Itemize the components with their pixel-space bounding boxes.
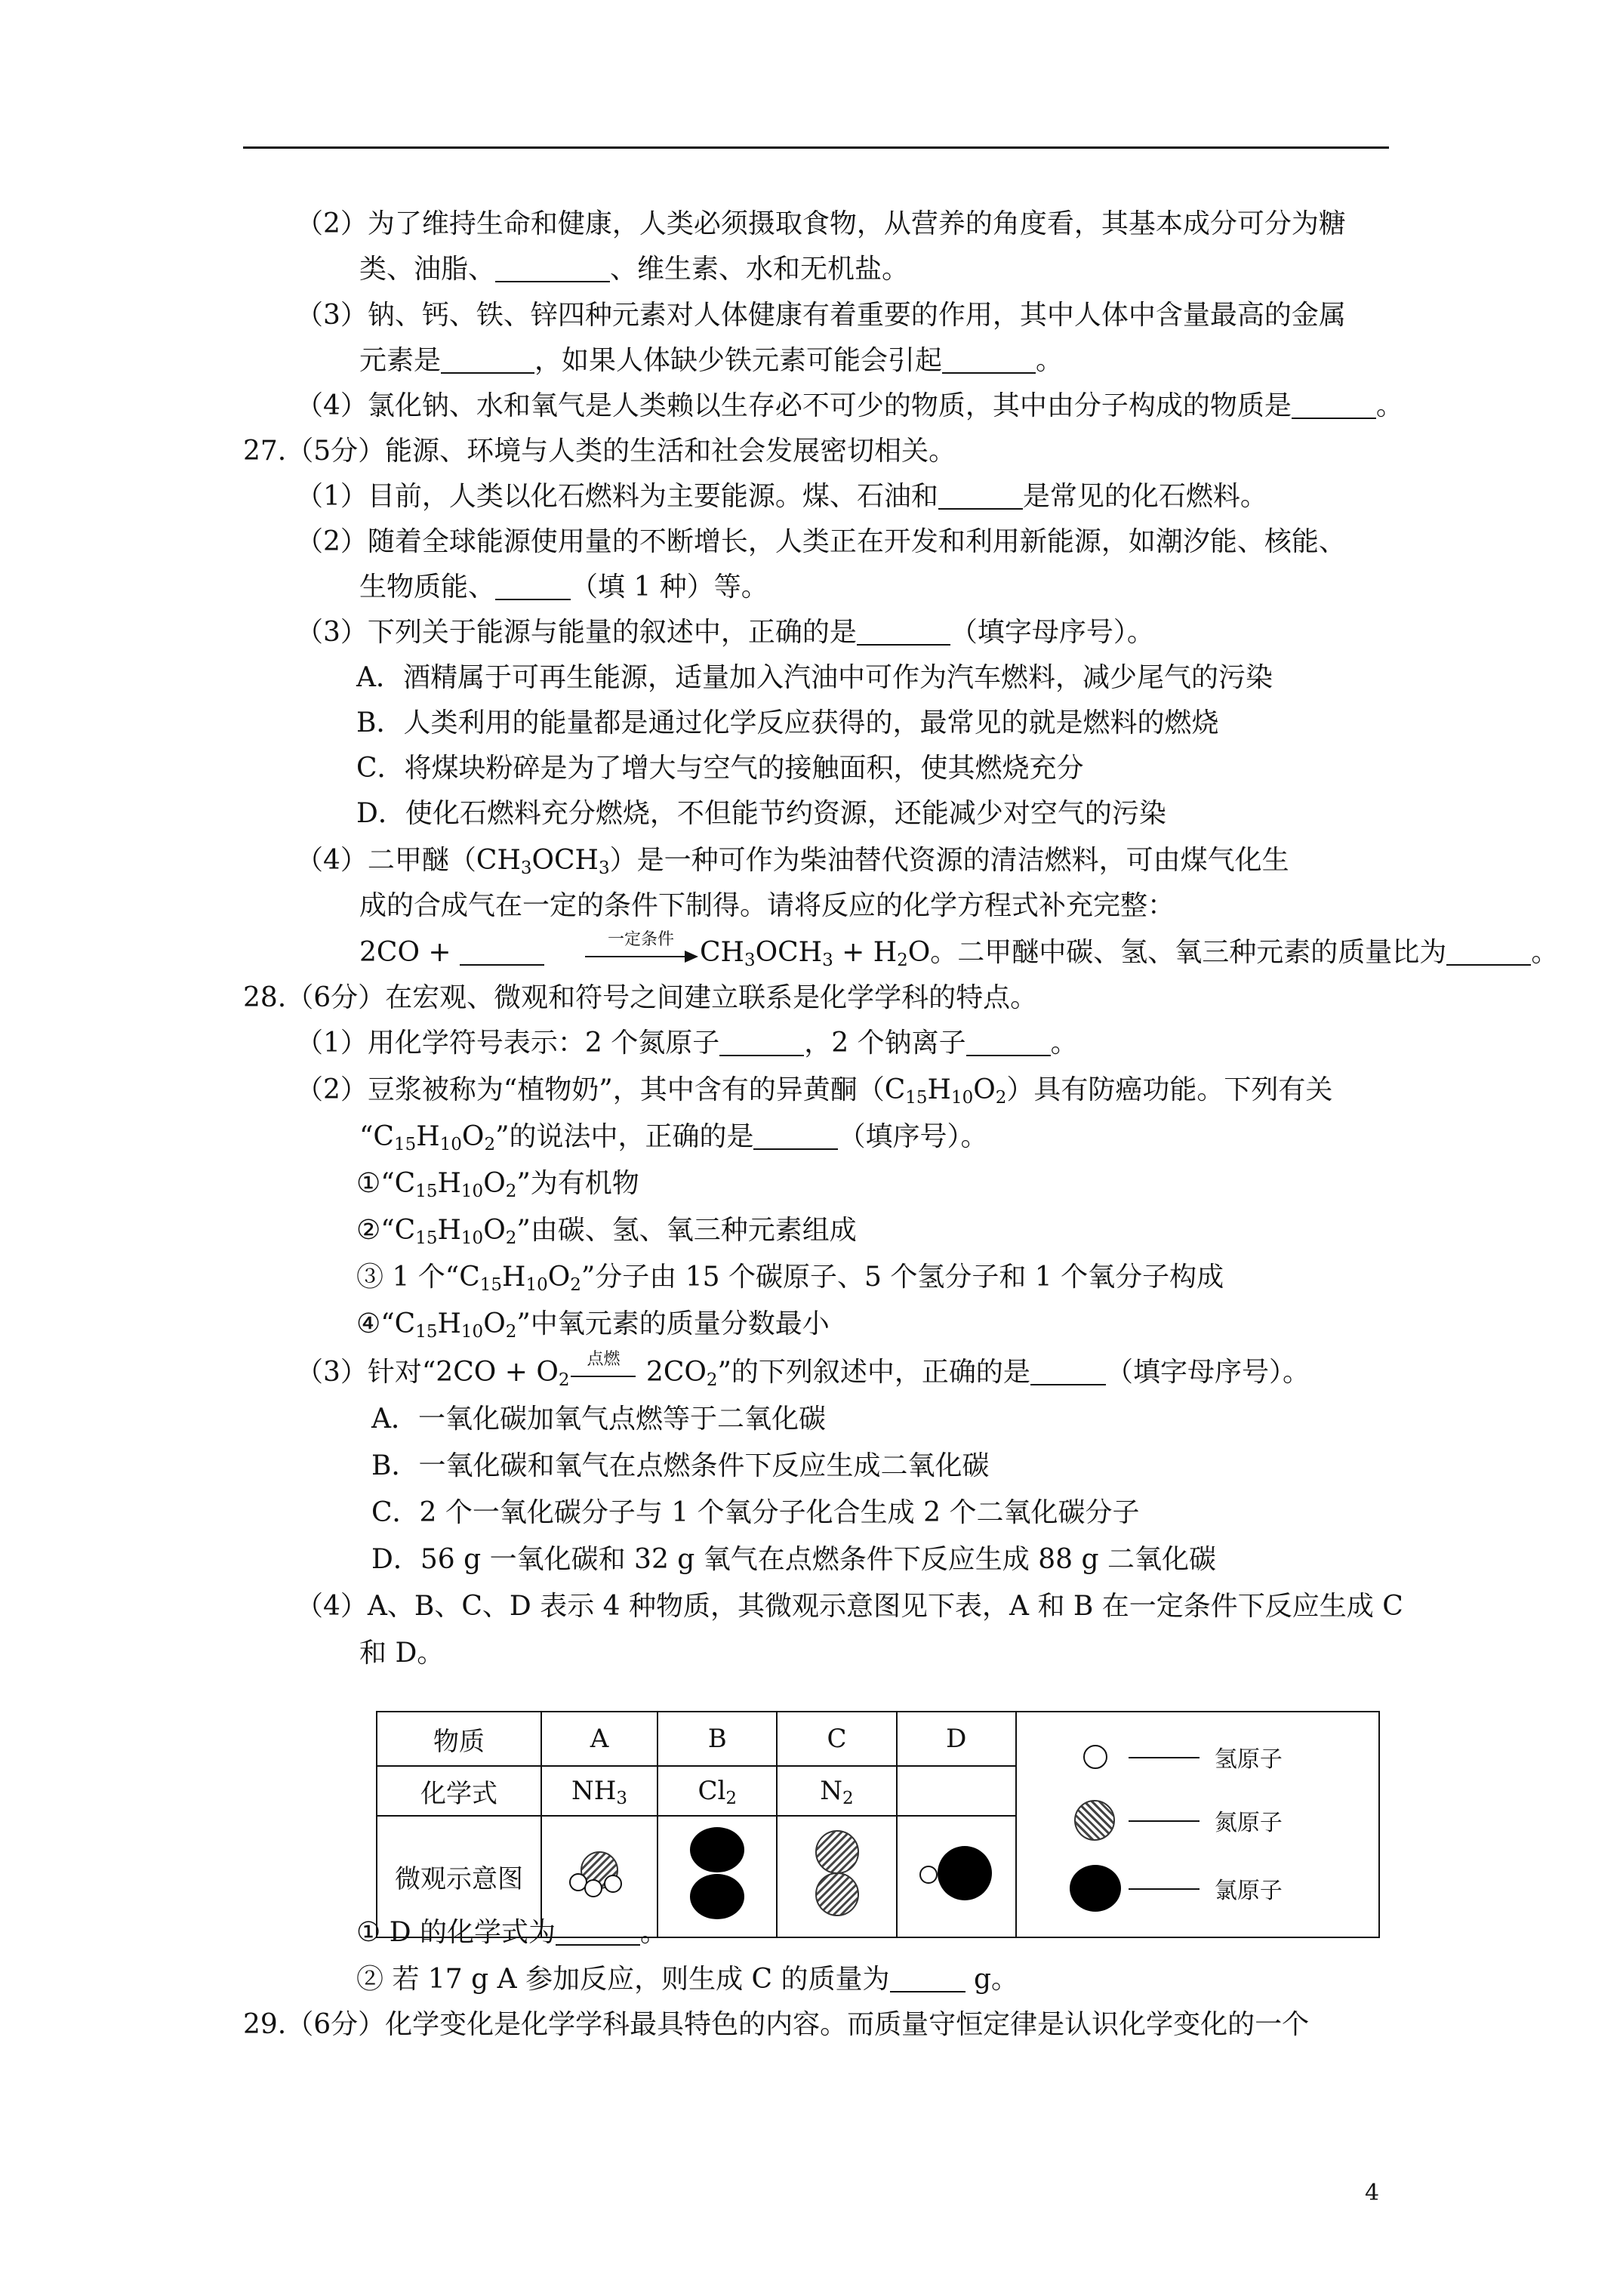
diagram-b (658, 1816, 777, 1937)
q29-stem: 29.（6分）化学变化是化学学科最具特色的内容。而质量守恒定律是认识化学变化的一个 (243, 2009, 1310, 2040)
q28-4-sub2: ② 若 17 g A 参加反应，则生成 C 的质量为 g。 (356, 1964, 1019, 1995)
answer-blank[interactable] (495, 254, 610, 282)
table-header-b: B (658, 1712, 777, 1766)
q27-3-option-d: D．使化石燃料充分燃烧，不但能节约资源，还能减少对空气的污染 (356, 798, 1166, 829)
q28-4-sub1: ① D 的化学式为 。 (356, 1917, 668, 1948)
answer-blank[interactable] (1292, 390, 1376, 419)
header-rule (243, 146, 1389, 149)
atom-legend (1016, 1712, 1379, 1937)
q27-4-equation: 2CO + 一定条件 $CH_3OCH_3 + H_2O$。二甲醚中碳、氢、氧三种元素的质量比为 。 (359, 930, 1559, 970)
q26-2-line1: （2）为了维持生命和健康，人类必须摄取食物，从营养的角度看，其基本成分可分为糖 (296, 208, 1346, 239)
formula-b: $Cl_2$ (658, 1766, 777, 1816)
legend-nitrogen: 氮原子 (1017, 1789, 1378, 1852)
table-row-diagram-label: 微观示意图 (377, 1816, 541, 1937)
q28-3-option-c: C．2 个一氧化碳分子与 1 个氧分子化合生成 2 个二氧化碳分子 (371, 1497, 1140, 1528)
answer-blank[interactable] (1030, 1357, 1106, 1385)
legend-chlorine: 氯原子 (1017, 1852, 1378, 1925)
q26-3-line1: （3）钠、钙、铁、锌四种元素对人体健康有着重要的作用，其中人体中含量最高的金属 (296, 300, 1346, 331)
table-header-d: D (897, 1712, 1016, 1766)
answer-blank[interactable] (719, 1028, 804, 1056)
q28-2-line2: “$C_{15}H_{10}O_2$”的说法中，正确的是 （填序号）。 (359, 1121, 988, 1154)
formula-c: $N_2$ (777, 1766, 896, 1816)
answer-blank[interactable] (495, 572, 571, 600)
formula-a: $NH_3$ (541, 1766, 658, 1816)
q27-3-stem: （3）下列关于能源与能量的叙述中，正确的是 （填字母序号）。 (296, 617, 1154, 648)
q27-3-option-b: B．人类利用的能量都是通过化学反应获得的，最常见的就是燃料的燃烧 (356, 707, 1219, 738)
reaction-arrow: 一定条件 (585, 936, 697, 969)
answer-blank[interactable] (966, 1028, 1051, 1056)
legend-hydrogen: 氢原子 (1017, 1725, 1378, 1789)
q26-3-line2: 元素是 ，如果人体缺少铁元素可能会引起 。 (359, 345, 1064, 376)
q27-stem: 27.（5分）能源、环境与人类的生活和社会发展密切相关。 (243, 436, 956, 467)
table-header-c: C (777, 1712, 896, 1766)
answer-blank[interactable] (938, 481, 1023, 510)
reaction-condition: 点燃 (571, 1356, 636, 1389)
diagram-c (777, 1816, 896, 1937)
ammonia-molecule-icon (554, 1835, 645, 1911)
q28-4-line2: 和 D。 (359, 1638, 445, 1669)
q28-1: （1）用化学符号表示：2 个氮原子 ，2 个钠离子 。 (296, 1028, 1078, 1059)
q27-4-line1: （4）二甲醚$(CH_3OCH_3)$是一种可作为柴油替代资源的清洁燃料，可由煤气化生 (296, 845, 1289, 878)
q27-2-line2: 生物质能、 （填 1 种）等。 (359, 572, 768, 603)
molecule-table (376, 1711, 1380, 1938)
q28-stem: 28.（6分）在宏观、微观和符号之间建立联系是化学学科的特点。 (243, 982, 1038, 1013)
formula-d (897, 1766, 1016, 1816)
hydrogen-chloride-molecule-icon (907, 1835, 1006, 1911)
table-header-a: A (541, 1712, 658, 1766)
table-header-substance: 物质 (377, 1712, 541, 1766)
q28-2-line1: （2）豆浆被称为“植物奶”，其中含有的异黄酮$(C_{15}H_{10}O_2)$具有防癌功能。下列有关 (296, 1074, 1333, 1108)
table-row-formula-label: 化学式 (377, 1766, 541, 1816)
q27-2-line1: （2）随着全球能源使用量的不断增长，人类正在开发和利用新能源，如潮汐能、核能、 (296, 526, 1346, 557)
answer-blank[interactable] (1446, 937, 1531, 966)
q27-4-line2: 成的合成气在一定的条件下制得。请将反应的化学方程式补充完整： (359, 890, 1175, 921)
answer-blank[interactable] (441, 345, 534, 374)
nitrogen-atom-icon (1074, 1800, 1115, 1841)
q28-3-option-b: B．一氧化碳和氧气在点燃条件下反应生成二氧化碳 (371, 1450, 990, 1481)
q28-2-option-1: $①“C_{15}H_{10}O_2$”为有机物 (356, 1168, 639, 1201)
diagram-d (897, 1816, 1016, 1937)
chlorine-atom-icon (1070, 1865, 1121, 1912)
q28-3-option-a: A．一氧化碳加氧气点燃等于二氧化碳 (371, 1404, 826, 1435)
q28-2-option-2: $②“C_{15}H_{10}O_2$”由碳、氢、氧三种元素组成 (356, 1215, 857, 1248)
answer-blank[interactable] (556, 1917, 640, 1946)
q28-2-option-4: $④“C_{15}H_{10}O_2$”中氧元素的质量分数最小 (356, 1308, 830, 1342)
q28-3-option-d: D．56 g 一氧化碳和 32 g 氧气在点燃条件下反应生成 88 g 二氧化碳 (371, 1544, 1216, 1575)
answer-blank[interactable] (753, 1121, 838, 1150)
q28-3-stem: （3）针对“$2CO + O_2$ 点燃 $2CO_2$”的下列叙述中，正确的是 （填字母序号）。 (296, 1350, 1310, 1390)
answer-blank[interactable] (890, 1964, 965, 1992)
q27-3-option-a: A．酒精属于可再生能源，适量加入汽油中可作为汽车燃料，减少尾气的污染 (356, 662, 1273, 693)
q28-4-line1: （4）A、B、C、D 表示 4 种物质，其微观示意图见下表，A 和 B 在一定条件下反应生成 C (296, 1591, 1403, 1622)
page-number: 4 (1365, 2180, 1380, 2206)
answer-blank[interactable] (857, 617, 950, 646)
q27-3-option-c: C．将煤块粉碎是为了增大与空气的接触面积，使其燃烧充分 (356, 753, 1084, 784)
hydrogen-atom-icon (1083, 1745, 1107, 1769)
chlorine-molecule-icon (679, 1817, 755, 1930)
answer-blank[interactable] (942, 345, 1036, 374)
q27-1: （1）目前，人类以化石燃料为主要能源。煤、石油和 是常见的化石燃料。 (296, 481, 1267, 512)
answer-blank[interactable] (460, 937, 544, 966)
q26-4-line: （4）氯化钠、水和氧气是人类赖以生存必不可少的物质，其中由分子构成的物质是 。 (296, 390, 1403, 421)
q28-2-option-3: ③ 1 个“$C_{15}H_{10}O_2$”分子由 15 个碳原子、5 个氢分子和 1 个氧分子构成 (356, 1262, 1224, 1295)
nitrogen-molecule-icon (799, 1820, 875, 1926)
q26-2-line2: 类、油脂、 、维生素、水和无机盐。 (359, 254, 910, 285)
